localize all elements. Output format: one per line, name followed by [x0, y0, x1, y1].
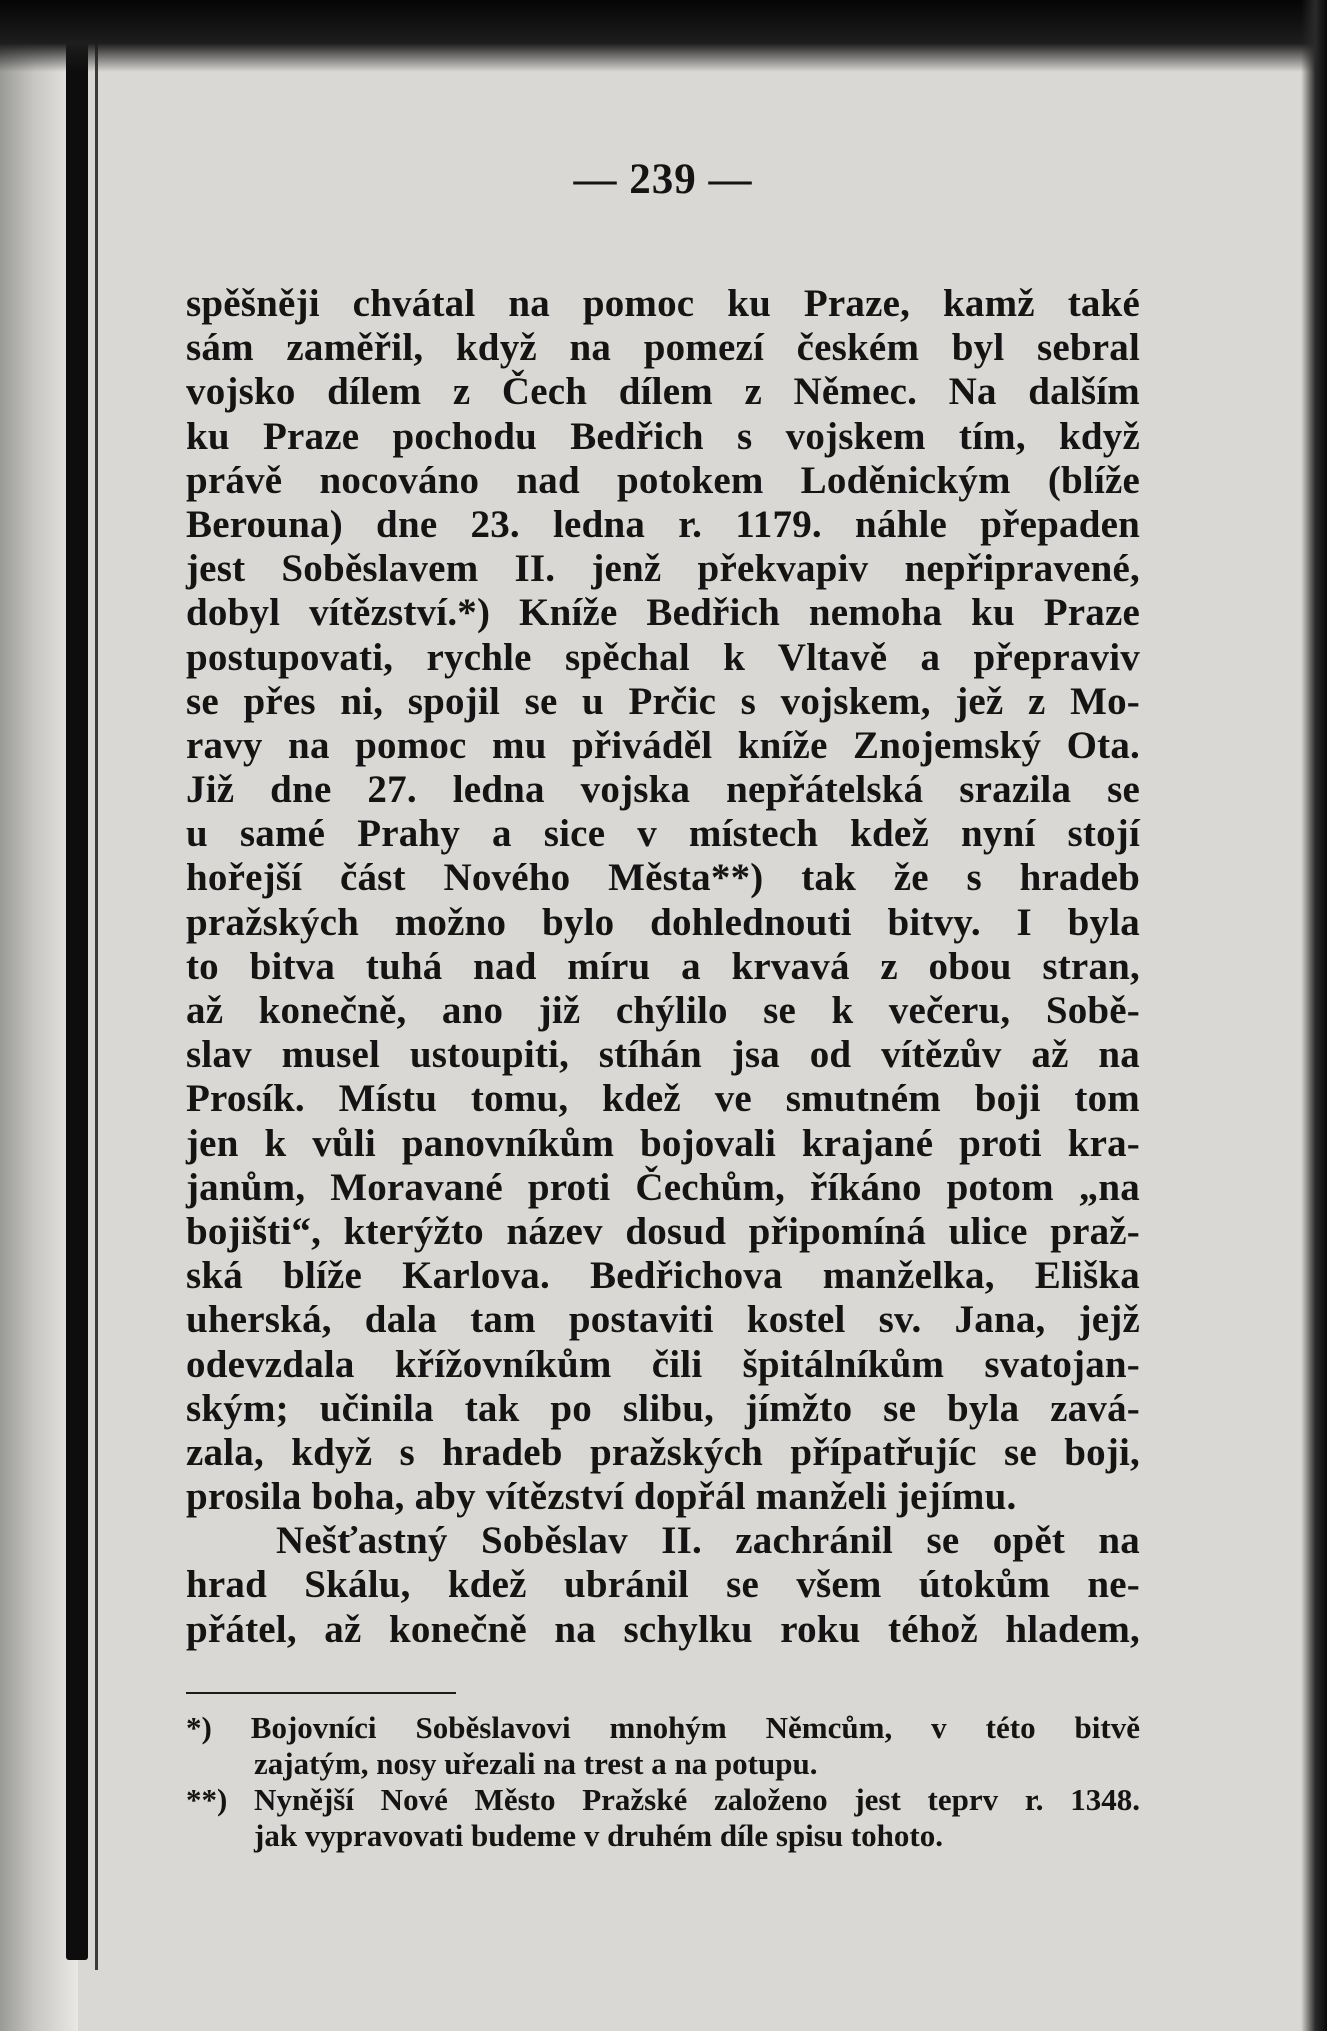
footnotes [186, 1710, 1140, 1854]
text-line: až konečně, ano již chýlilo se k večeru, Sobě- [186, 989, 1140, 1032]
right-scan-shadow [1301, 0, 1327, 2031]
text-line: hrad Skálu, kdež ubránil se všem útokům ne- [186, 1563, 1140, 1607]
text-block [186, 150, 1140, 1854]
text-line: Již dne 27. ledna vojska nepřátelská srazila se [186, 768, 1140, 812]
text-line: janům, Moravané proti Čechům, říkáno potom „na [186, 1165, 1140, 1209]
text-line: sám zaměřil, když na pomezí českém byl sebral [186, 326, 1140, 370]
text-line: Berouna) dne 23. ledna r. 1179. náhle přepaden [186, 502, 1140, 546]
text-line: slav musel ustoupiti, stíhán jsa od vítězův až na [186, 1033, 1140, 1077]
footnote-separator [186, 1692, 456, 1694]
text-line: vojsko dílem z Čech dílem z Němec. Na dalším [186, 370, 1140, 414]
text-line: to bitva tuhá nad míru a krvavá z obou stran, [186, 944, 1140, 988]
text-line: jen k vůli panovníkům bojovali krajané proti kra- [186, 1121, 1140, 1165]
binding-edge-inner [95, 40, 98, 1970]
text-line: u samé Prahy a sice v místech kdež nyní stojí [186, 812, 1140, 856]
text-line: ská blíže Karlova. Bedřichova manželka, Eliška [186, 1254, 1140, 1298]
text-line: hořejší část Nového Města**) tak že s hradeb [186, 856, 1140, 900]
text-line: právě nocováno nad potokem Loděnickým (blíže [186, 458, 1140, 502]
text-line: ským; učinila tak po slibu, jímžto se byla zavá- [186, 1386, 1140, 1430]
text-line: Prosík. Místu tomu, kdež ve smutném boji tom [186, 1077, 1140, 1121]
text-line: pražských možno bylo dohlednouti bitvy. I byla [186, 900, 1140, 944]
top-scan-shadow [0, 0, 1327, 72]
text-line: se přes ni, spojil se u Prčic s vojskem, jež z Mo- [186, 679, 1140, 723]
footnote-line: **) Nynější Nové Město Pražské založeno jest teprv r. 1348. [186, 1781, 1140, 1817]
text-line: ravy na pomoc mu přiváděl kníže Znojemský Ota. [186, 723, 1140, 767]
text-line: ku Praze pochodu Bedřich s vojskem tím, když [186, 414, 1140, 458]
text-line: uherská, dala tam postaviti kostel sv. Jana, jejž [186, 1298, 1140, 1342]
text-line: prosila boha, aby vítězství dopřál manželi jejímu. [186, 1475, 1017, 1519]
body-text [186, 282, 1140, 1652]
text-line: postupovati, rychle spěchal k Vltavě a přepraviv [186, 635, 1140, 679]
text-line: přátel, až konečně na schylku roku téhož hladem, [186, 1607, 1140, 1651]
text-line: Nešťastný Soběslav II. zachránil se opět na [276, 1519, 1140, 1563]
page-number: — 239 — [573, 156, 753, 203]
text-line: odevzdala křížovníkům čili špitálníkům svatojan- [186, 1342, 1140, 1386]
text-line: jest Soběslavem II. jenž překvapiv nepřipravené, [186, 547, 1140, 591]
footnote-line: jak vypravovati budeme v druhém díle spisu tohoto. [254, 1817, 943, 1853]
text-line: dobyl vítězství.*) Kníže Bedřich nemoha ku Praze [186, 591, 1140, 635]
binding-edge [66, 20, 88, 1960]
text-line: zala, když s hradeb pražských přípatřujíc se boji, [186, 1430, 1140, 1474]
footnote-line: zajatým, nosy uřezali na trest a na potupu. [254, 1745, 818, 1781]
text-line: spěšněji chvátal na pomoc ku Praze, kamž také [186, 282, 1140, 325]
footnote-line: *) Bojovníci Soběslavovi mnohým Němcům, v této bitvě [186, 1709, 1140, 1745]
text-line: bojišti“, kterýžto název dosud připomíná ulice praž- [186, 1209, 1140, 1253]
